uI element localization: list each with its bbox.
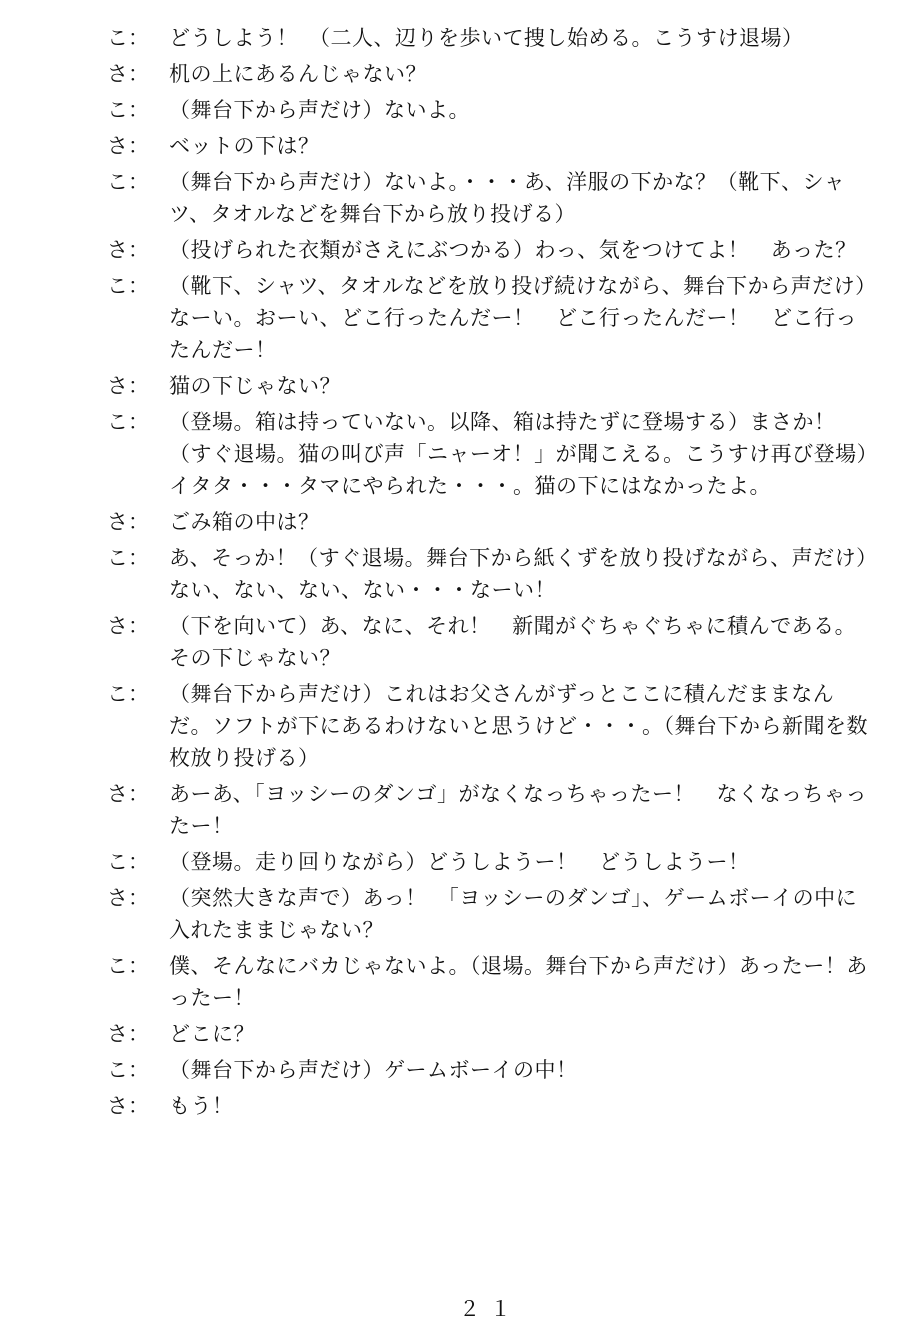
dialogue-text: どうしよう！ （二人、辺りを歩いて捜し始める。こうすけ退場） bbox=[169, 26, 804, 50]
dialogue-text: （舞台下から声だけ）ないよ。・・・あ、洋服の下かな？（靴下、シャツ、タオルなどを舞台下から放り投げる） bbox=[169, 170, 846, 226]
speaker-label: こ： bbox=[107, 682, 149, 706]
dialogue-line bbox=[107, 270, 877, 366]
speaker-label: こ： bbox=[107, 546, 149, 570]
dialogue-text: ベットの下は？ bbox=[169, 134, 320, 158]
dialogue-line bbox=[107, 1018, 877, 1050]
speaker-label: こ： bbox=[107, 850, 149, 874]
dialogue-line bbox=[107, 542, 877, 606]
dialogue-text: （舞台下から声だけ）ないよ。 bbox=[169, 98, 470, 122]
speaker-label: さ： bbox=[107, 614, 149, 638]
dialogue-line bbox=[107, 678, 877, 774]
dialogue-text: もう！ bbox=[169, 1094, 234, 1118]
dialogue-text: どこに？ bbox=[169, 1022, 255, 1046]
dialogue-line bbox=[107, 166, 877, 230]
dialogue-text: （投げられた衣類がさえにぶつかる）わっ、気をつけてよ！ あった？ bbox=[169, 238, 857, 262]
speaker-label: さ： bbox=[107, 1094, 149, 1118]
dialogue-line bbox=[107, 130, 877, 162]
speaker-label: こ： bbox=[107, 98, 149, 122]
dialogue-text: あーあ、「ヨッシーのダンゴ」がなくなっちゃったー！ なくなっちゃったー！ bbox=[169, 782, 867, 838]
dialogue-text: （登場。箱は持っていない。以降、箱は持たずに登場する）まさか！（すぐ退場。猫の叫び声「ニャーオ！」が聞こえる。こうすけ再び登場）イタタ・・・タマにやられた・・・。猫の下にはなかったよ。 bbox=[169, 410, 868, 498]
dialogue-text: （靴下、シャツ、タオルなどを放り投げ続けながら、舞台下から声だけ）なーい。おーい、どこ行ったんだー！ どこ行ったんだー！ どこ行ったんだー！ bbox=[169, 274, 877, 362]
dialogue-text: （登場。走り回りながら）どうしようー！ どうしようー！ bbox=[169, 850, 750, 874]
dialogue-line bbox=[107, 94, 877, 126]
page-number: ２１ bbox=[459, 1297, 521, 1321]
speaker-label: さ： bbox=[107, 238, 149, 262]
speaker-label: こ： bbox=[107, 954, 149, 978]
dialogue-line bbox=[107, 778, 877, 842]
speaker-label: さ： bbox=[107, 134, 149, 158]
speaker-label: さ： bbox=[107, 374, 149, 398]
dialogue-text: （下を向いて）あ、なに、それ！ 新聞がぐちゃぐちゃに積んである。その下じゃない？ bbox=[169, 614, 857, 670]
dialogue-line bbox=[107, 506, 877, 538]
speaker-label: さ： bbox=[107, 510, 149, 534]
dialogue-text: 机の上にあるんじゃない？ bbox=[169, 62, 427, 86]
dialogue-line bbox=[107, 610, 877, 674]
speaker-label: こ： bbox=[107, 170, 149, 194]
dialogue-line bbox=[107, 1054, 877, 1086]
dialogue-line bbox=[107, 406, 877, 502]
dialogue-text: （突然大きな声で）あっ！ 「ヨッシーのダンゴ」、ゲームボーイの中に入れたままじゃない？ bbox=[169, 886, 858, 942]
script-body bbox=[107, 22, 877, 1126]
speaker-label: こ： bbox=[107, 1058, 149, 1082]
dialogue-line bbox=[107, 950, 877, 1014]
dialogue-line bbox=[107, 370, 877, 402]
speaker-label: さ： bbox=[107, 886, 149, 910]
speaker-label: さ： bbox=[107, 782, 149, 806]
dialogue-line bbox=[107, 58, 877, 90]
dialogue-line bbox=[107, 1090, 877, 1122]
dialogue-text: （舞台下から声だけ）これはお父さんがずっとここに積んだままなんだ。ソフトが下にあるわけないと思うけど・・・。（舞台下から新聞を数枚放り投げる） bbox=[169, 682, 868, 770]
dialogue-text: ごみ箱の中は？ bbox=[169, 510, 320, 534]
speaker-label: こ： bbox=[107, 26, 149, 50]
dialogue-line bbox=[107, 234, 877, 266]
dialogue-text: （舞台下から声だけ）ゲームボーイの中！ bbox=[169, 1058, 578, 1082]
speaker-label: さ： bbox=[107, 1022, 149, 1046]
speaker-label: さ： bbox=[107, 62, 149, 86]
dialogue-text: 猫の下じゃない？ bbox=[169, 374, 341, 398]
dialogue-text: あ、そっか！（すぐ退場。舞台下から紙くずを放り投げながら、声だけ）ない、ない、ない、ない・・・なーい！ bbox=[169, 546, 868, 602]
dialogue-line bbox=[107, 882, 877, 946]
dialogue-line bbox=[107, 846, 877, 878]
dialogue-line bbox=[107, 22, 877, 54]
speaker-label: こ： bbox=[107, 410, 149, 434]
speaker-label: こ： bbox=[107, 274, 149, 298]
dialogue-text: 僕、そんなにバカじゃないよ。（退場。舞台下から声だけ）あったー！あったー！ bbox=[169, 954, 868, 1010]
